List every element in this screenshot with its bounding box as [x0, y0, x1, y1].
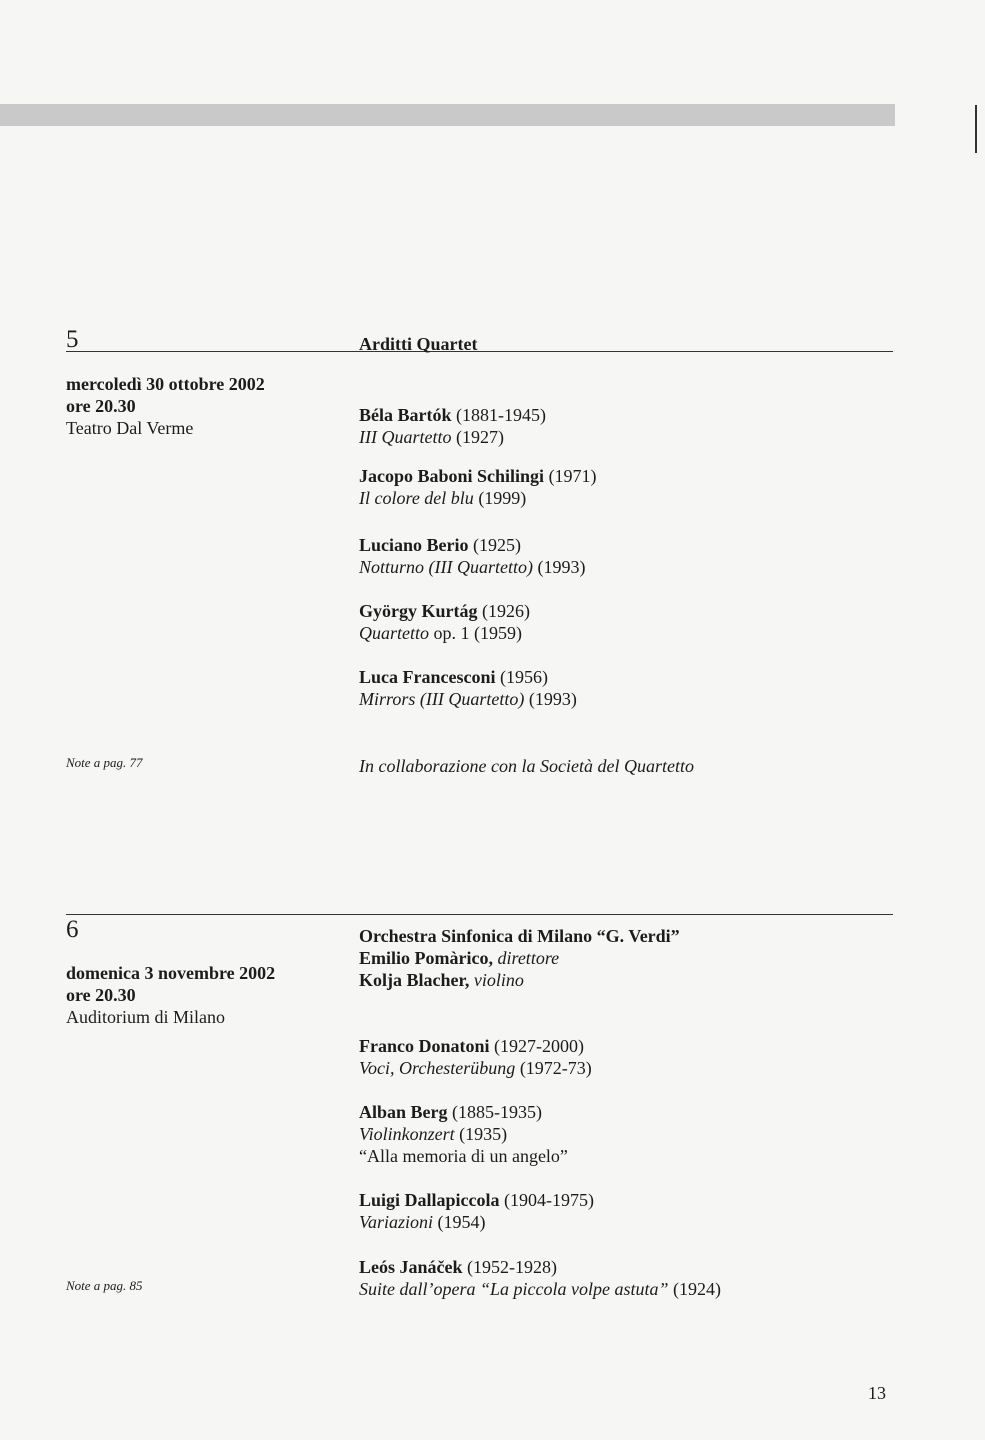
performer-name: Orchestra Sinfonica di Milano “G. Verdi”: [359, 926, 680, 946]
composer-years: (1885-1935): [447, 1102, 542, 1122]
event-5-note: Note a pag. 77: [66, 755, 143, 770]
work-year: (1972-73): [515, 1058, 592, 1078]
composer-years: (1927-2000): [489, 1036, 584, 1056]
performer-name: Emilio Pomàrico,: [359, 948, 493, 968]
event-6-divider: [66, 914, 893, 915]
event-5-number: 5: [66, 326, 79, 353]
composer-name: Leós Janáček: [359, 1257, 463, 1277]
work-year: (1935): [454, 1124, 508, 1144]
performer-role: direttore: [492, 948, 560, 968]
event-6-time: ore 20.30: [66, 985, 136, 1005]
event-5-work-1: [359, 404, 879, 448]
composer-years: (1952-1928): [462, 1257, 557, 1277]
work-year: (1999): [473, 488, 527, 508]
event-5-performers: [359, 333, 879, 355]
composer-years: (1956): [495, 667, 548, 687]
composer-name: Luciano Berio: [359, 535, 469, 555]
composer-years: (1881-1945): [451, 405, 546, 425]
work-title: Mirrors (III Quartetto): [359, 689, 525, 709]
composer-years: (1925): [468, 535, 522, 555]
event-6-performers: [359, 925, 879, 991]
event-6-work-2: [359, 1101, 879, 1167]
work-title: Il colore del blu: [359, 488, 474, 508]
work-title: III Quartetto: [359, 427, 452, 447]
event-6-note: Note a pag. 85: [66, 1278, 143, 1293]
event-5-date: mercoledì 30 ottobre 2002: [66, 374, 265, 394]
composer-name: György Kurtág: [359, 601, 478, 621]
performer-name: Kolja Blacher,: [359, 970, 470, 990]
work-year: (1954): [433, 1212, 486, 1232]
event-6-work-1: [359, 1035, 879, 1079]
event-5-venue: Teatro Dal Verme: [66, 418, 194, 438]
event-6-number: 6: [66, 916, 79, 943]
event-5-credit: [359, 755, 879, 777]
work-title: Variazioni: [359, 1212, 434, 1232]
event-6-info: [66, 962, 336, 1028]
work-dedication: “Alla memoria di un angelo”: [359, 1146, 568, 1166]
event-5-time: ore 20.30: [66, 396, 136, 416]
performer-name: Arditti Quartet: [359, 334, 478, 354]
work-title: Violinkonzert: [359, 1124, 455, 1144]
work-year: (1927): [451, 427, 504, 447]
event-6-date: domenica 3 novembre 2002: [66, 963, 276, 983]
page-edge-mark: [975, 105, 977, 153]
event-5-work-2: [359, 465, 879, 509]
work-title: Notturno (III Quartetto): [359, 557, 533, 577]
work-year: (1924): [668, 1279, 721, 1299]
event-5-work-4: [359, 600, 879, 644]
composer-name: Jacopo Baboni Schilingi: [359, 466, 545, 486]
composer-name: Alban Berg: [359, 1102, 448, 1122]
composer-years: (1971): [544, 466, 597, 486]
composer-name: Luca Francesconi: [359, 667, 496, 687]
work-title: Voci, Orchesterübung: [359, 1058, 516, 1078]
page-number: 13: [868, 1383, 886, 1403]
event-5-info: [66, 373, 336, 439]
work-title: Suite dall’opera “La piccola volpe astuta”: [359, 1279, 669, 1299]
collaboration-credit: In collaborazione con la Società del Quartetto: [359, 756, 694, 776]
composer-years: (1926): [477, 601, 530, 621]
composer-name: Franco Donatoni: [359, 1036, 490, 1056]
work-title: Quartetto: [359, 623, 429, 643]
event-6-work-4: [359, 1256, 879, 1300]
event-5-work-3: [359, 534, 879, 578]
work-year: op. 1 (1959): [429, 623, 522, 643]
composer-years: (1904-1975): [499, 1190, 594, 1210]
event-6-work-3: [359, 1189, 879, 1233]
work-year: (1993): [524, 689, 577, 709]
composer-name: Béla Bartók: [359, 405, 452, 425]
performer-role: violino: [469, 970, 524, 990]
event-6-venue: Auditorium di Milano: [66, 1007, 225, 1027]
work-year: (1993): [532, 557, 586, 577]
header-gray-bar: [0, 104, 895, 126]
composer-name: Luigi Dallapiccola: [359, 1190, 500, 1210]
event-5-work-5: [359, 666, 879, 710]
